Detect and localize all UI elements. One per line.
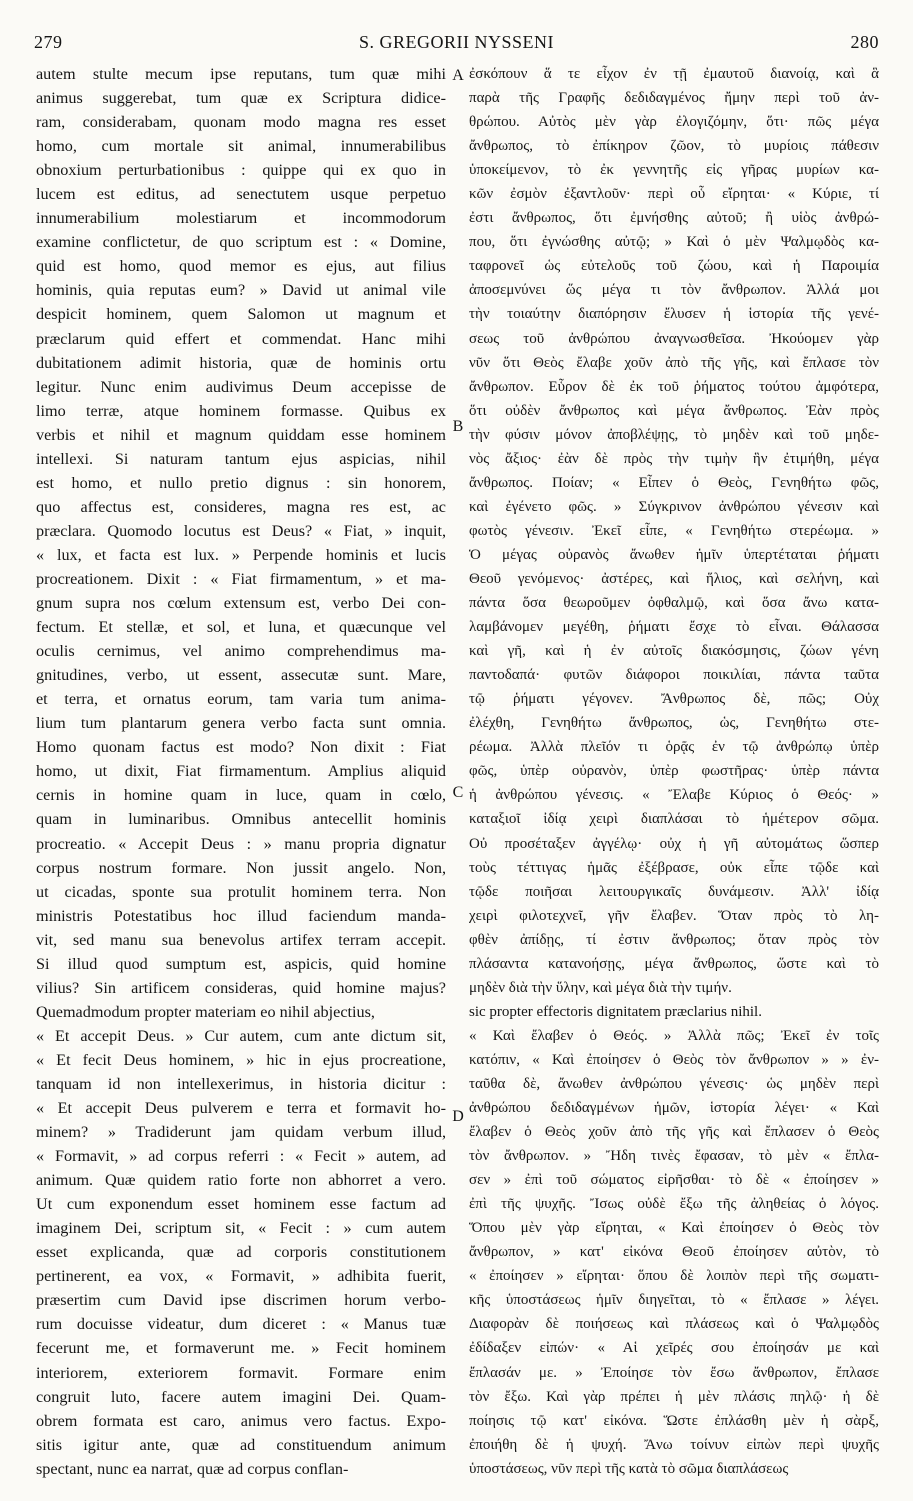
text-line: corpus nostrum formare. Non jussit angelo. Non, [36,858,446,877]
text-line: κῆς ὑποστάσεως ἡμῖν διηγεῖται, τὸ « ἔπλασε » λέγει. [469,1292,879,1309]
text-line: ram, considerabam, quonam modo magna res esset [36,113,446,132]
text-line: ut cicadas, sponte sua protulit hominem terra. Non [36,882,446,901]
text-line: limo terræ, atque hominem formasse. Quibus ex [36,401,446,420]
text-line: tanquam id non intellexerimus, in historia dicitur : [36,1074,446,1093]
text-line: σεν » ἐπὶ τοῦ σώματος εἰρῆσθαι· τὸ δὲ « ἐποίησεν » [469,1172,879,1189]
text-line: τοὺς τέττιγας ἡμᾶς ἐξέβρασε, οὐκ εἶπε τῷδε καὶ [469,859,879,876]
text-line: lucem est editus, ad senectutem usque perpetuo [36,185,446,204]
text-line: obnoxium perturbationibus : quippe qui ex quo in [36,161,446,180]
text-line: est homo, et nullo pretio dignus : sin honorem, [36,473,446,492]
text-line: φῶς, ὑπὲρ οὐρανὸν, ὑπὲρ φωστῆρας· ὑπὲρ πάντα [469,763,879,780]
text-line: Θεοῦ γενόμενος· ἀστέρες, καὶ ἥλιος, καὶ σελήνη, καὶ [469,570,879,587]
text-line: τῷδε ποιῆσαι λειτουργικαῖς δυνάμεσιν. Ἀλλ' ἰδίᾳ [469,883,879,900]
text-line: esset explicanda, quæ ad corporis constitutionem [36,1243,446,1262]
text-line: Ut cum exponendum esset hominem esse factum ad [36,1195,446,1214]
text-line: ὑποστάσεως, νῦν περὶ τῆς κατὰ τὸ σῶμα διαπλάσεως [469,1460,789,1477]
text-line: quo affectus est, consideres, magna res est, ac [36,497,446,516]
text-line: που, ὅτι ἐγνώσθης αὐτῷ; » Καὶ ὁ μὲν Ψαλμῳδὸς κα- [469,234,879,251]
greek-column [469,62,879,1481]
text-line: pertinerent, ea vox, « Formavit, » adhibita fuerit, [36,1267,446,1286]
text-line: χειρὶ φιλοτεχνεῖ, γῆν ἔλαβεν. Ὅταν πρὸς τὸ λη- [469,907,879,924]
text-line: cernis in homine quam in luce, quam in cœlo, [36,786,446,805]
text-line: rum docuisse videatur, dum diceret : « Manus tuæ [36,1315,446,1334]
text-line: imaginem Dei, scriptum sit, « Fecit : » cum autem [36,1219,446,1238]
text-line: νὸς ἄξιος· ἐὰν δὲ πρὸς τὴν τιμὴν ἣν ἐτιμήθη, μέγα [469,450,879,467]
text-line: σεως τοῦ ἀνθρώπου ἀναγνωσθεῖσα. Ἠκούομεν γὰρ [469,330,879,347]
text-line: quam in luminaribus. Omnibus antecellit hominis [36,810,446,829]
text-line: ἐλέχθη, Γενηθήτω ἄνθρωπος, ὡς, Γενηθήτω στε- [469,715,879,732]
text-line: Διαφορὰν δὲ ποιήσεως καὶ πλάσεως καὶ ὁ Ψαλμῳδὸς [469,1316,879,1333]
text-line: « Et accepit Deus. » Cur autem, cum ante dictum sit, [36,1026,446,1045]
text-line: πάντα ὅσα θεωροῦμεν ὀφθαλμῷ, καὶ ὅσα ἄνω κατα- [469,595,879,612]
running-title: S. GREGORII NYSSENI [358,32,554,52]
text-line: λαμβάνομεν μεγέθη, ῥήματι ἔσχε τὸ εἶναι. Θάλασσα [469,619,879,636]
text-line: νῦν ὅτι Θεὸς ἔλαβε χοῦν ἀπὸ τῆς γῆς, καὶ ἔπλασε τὸν [469,354,879,371]
text-line: « Formavit, » ad corpus referri : « Fecit » autem, ad [36,1147,446,1166]
text-line: ἄνθρωπος. Ποίαν; « Εἶπεν ὁ Θεὸς, Γενηθήτω φῶς, [469,474,879,491]
text-line: autem stulte mecum ipse reputans, tum quæ mihi [36,65,446,83]
text-line: interiorem, exteriorem formavit. Formare enim [36,1363,446,1382]
text-line: θρώπου. Αὐτὸς μὲν γὰρ ἐλογιζόμην, ὅτι· πῶς μέγα [469,114,879,131]
text-line: quid est homo, quod memor es ejus, aut filius [36,257,446,276]
text-line: homo, ut dixit, Fiat firmamentum. Amplius aliquid [36,762,446,781]
text-line: obrem formata est caro, animus vero factus. Expo- [36,1411,446,1430]
text-line: μηδὲν διὰ τὴν ὕλην, καὶ μέγα διὰ τὴν τιμήν. [469,979,732,996]
text-line: ταφρονεῖ ὡς εὐτελοῦς τοῦ ζώου, καὶ ἡ Παροιμία [469,258,879,275]
text-line: ἄνθρωπον, » κατ' εἰκόνα Θεοῦ ἐποίησεν αὐτὸν, τὸ [469,1244,879,1261]
text-line: præsertim cum David ipse discrimen horum verbo- [36,1291,446,1310]
text-line: despicit hominem, quem Salomon ut magnum et [36,305,446,324]
text-line: φθὲν ἀπίδῃς, τί ἐστιν ἄνθρωπος; ὅταν πρὸς τὸν [469,931,879,948]
text-line: Quemadmodum propter materiam eo nihil abjectius, [36,1002,375,1021]
text-line: « ἐποίησεν » εἴρηται· ὅπου δὲ λοιπὸν περὶ τῆς σωματι- [469,1268,879,1285]
text-line: sic propter effectoris dignitatem præclarius nihil. [469,1003,762,1020]
text-line: ἀποσεμνύνει ὥς μέγα τι τὸν ἄνθρωπον. Ἀλλά μοι [469,282,879,299]
text-line: ἔλαβεν ὁ Θεὸς χοῦν ἀπὸ τῆς γῆς καὶ ἔπλασεν ὁ Θεὸς [469,1124,879,1141]
section-marker-b: B [452,418,464,435]
text-line: καταξιοῖ ἰδίᾳ χειρὶ διαπλάσαι τὸ ἡμέτερον σῶμα. [469,811,879,828]
text-line: Homo quonam factus est modo? Non dixit : Fiat [36,738,446,757]
text-line: κῶν ἐσμὸν ἐξαντλοῦν· περὶ οὗ εἴρηται· « Κύριε, τί [469,186,879,203]
text-line: Οὐ προσέταξεν ἀγγέλῳ· οὐχ ἡ γῆ αὐτομάτως ὥσπερ [469,835,879,852]
text-line: legitur. Nunc enim audivimus Deum accepisse de [36,377,446,396]
text-line: procreatio. « Accepit Deus : » manu propria dignatur [36,834,446,853]
text-line: gnum supra nos cœlum extensum est, verbo Dei con- [36,594,446,613]
section-marker-d: D [452,1108,464,1125]
page-number-left: 279 [34,32,63,52]
text-line: τῷ ῥήματι γέγονεν. Ἄνθρωπος δὲ, πῶς; Οὐχ [469,691,879,708]
text-line: sitis igitur ante, quæ ad constituendum animum [36,1435,446,1454]
text-line: minem? » Tradiderunt jam quidam verbum illud, [36,1123,446,1142]
text-line: vilius? Sin artificem consideras, quid homine majus? [36,978,446,997]
text-line: ministris Potestatibus hoc illud faciendum manda- [36,906,446,925]
text-line: ρέωμα. Ἀλλὰ πλεῖόν τι ὁρᾷς ἐν τῷ ἀνθρώπῳ ὑπὲρ [469,739,879,756]
latin-column [36,62,446,1481]
text-line: oculis cernimus, vel animo comprehendimus ma- [36,642,446,661]
text-line: gnitudines, verbo, ut essent, assecutæ sunt. Mare, [36,666,446,685]
text-line: καὶ γῆ, καὶ ἡ ἐν αὐτοῖς διακόσμησις, ζώων γένη [469,643,879,660]
text-line: præclarum quid effert et commendat. Hanc mihi [36,329,446,348]
text-line: lium tum plantarum genera verbo facta sunt omnia. [36,714,446,733]
text-line: verbis et nihil et magnum quiddam esse hominem [36,425,446,444]
text-line: τὸν ἄνθρωπον. » Ἤδη τινὲς ἔφασαν, τὸ μὲν « ἔπλα- [469,1148,879,1165]
text-line: dubitationem adimit historia, quæ de hominis ortu [36,353,446,372]
text-line: fectum. Et stellæ, et sol, et luna, et quæcunque vel [36,618,446,637]
text-line: animum. Quæ quidem ratio forte non abhorret a vero. [36,1171,446,1190]
text-line: ἐδίδαξεν εἰπών· « Αἱ χεῖρές σου ἐποίησάν με καὶ [469,1340,879,1357]
text-line: innumerabilium molestiarum et incommodorum [36,209,446,228]
text-line: ἀνθρώπου δεδιδαγμένων ἡμῶν, ἱστορία λέγει· « Καὶ [469,1100,879,1117]
text-line: homo, cum mortale sit animal, innumerabilibus [36,137,446,156]
text-line: præclara. Quomodo locutus est Deus? « Fiat, » inquit, [36,521,446,540]
section-marker-c: C [452,784,464,801]
text-line: ἐστι ἄνθρωπος, ὅτι ἐμνήσθης αὐτοῦ; ἢ υἱὸς ἀνθρώ- [469,210,879,227]
text-line: Si illud quod sumptum est, aspicis, quid homine [36,954,446,973]
text-line: « Et accepit Deus pulverem e terra et formavit ho- [36,1099,446,1118]
text-line: ποίησις τῷ κατ' εἰκόνα. Ὥστε ἐπλάσθη μὲν ἡ σὰρξ, [469,1412,879,1429]
running-header [34,32,879,56]
text-line: vit, sed manu sua benevolus artifex terram accepit. [36,930,446,949]
text-line: spectant, nunc ea narrat, quæ ad corpus conflan- [36,1459,349,1478]
text-line: ἐπὶ τῆς ψυχῆς. Ἴσως οὐδὲ ἔξω τῆς ἀληθείας ὁ λόγος. [469,1196,879,1213]
text-line: ἄνθρωπος, τὸ ἐπίκηρον ζῶον, τὸ μυρίοις πάθεσιν [469,138,879,155]
text-line: παρὰ τῆς Γραφῆς δεδιδαγμένος ἤμην περὶ τοῦ ἀν- [469,90,879,107]
text-line: ὑποκείμενον, τὸ ἐκ γεννητῆς εἰς γῆρας μυρίων κα- [469,162,879,179]
text-line: « Καὶ ἔλαβεν ὁ Θεός. » Ἀλλὰ πῶς; Ἐκεῖ ἐν τοῖς [469,1027,879,1044]
text-line: ἐσκόπουν ἅ τε εἶχον ἐν τῇ ἐμαυτοῦ διανοίᾳ, καὶ ἃ [469,66,879,82]
text-line: κατόπιν, « Καὶ ἐποίησεν ὁ Θεὸς τὸν ἄνθρωπον » » ἐν- [469,1051,879,1068]
section-marker-a: A [452,67,464,84]
text-line: Ὅπου μὲν γὰρ εἴρηται, « Καὶ ἐποίησεν ὁ Θεὸς τὸν [469,1220,879,1237]
text-line: καὶ ἐγένετο φῶς. » Σύγκρινον ἀνθρώπου γένεσιν καὶ [469,498,879,515]
text-line: examine conflictetur, de quo scriptum est : « Domine, [36,233,446,252]
page-number-right: 280 [850,32,879,52]
text-line: ταῦθα δὲ, ἄνωθεν ἀνθρώπου γένεσις· ὡς μηδὲν περὶ [469,1075,879,1092]
text-line: Ὁ μέγας οὐρανὸς ἄνωθεν ἡμῖν ὑπερτέταται ῥήματι [469,546,879,563]
text-line: hominis, quia reputas eum? » David ut animal vile [36,281,446,300]
text-line: φωτὸς γένεσιν. Ἐκεῖ εἶπε, « Γενηθήτω στερέωμα. » [469,522,879,539]
text-line: intellexi. Si naturam tantum ejus aspicias, nihil [36,449,446,468]
text-line: ἡ ἀνθρώπου γένεσις. « Ἔλαβε Κύριος ὁ Θεός· » [469,787,879,804]
text-line: πλάσαντα κατανοήσῃς, μέγα ἄνθρωπος, ὥστε καὶ τὸ [469,955,879,972]
text-line: τὴν φύσιν μόνον ἀποβλέψῃς, τὸ μηδὲν καὶ τοῦ μηδε- [469,426,879,443]
text-line: animus suggerebat, tum quæ ex Scriptura didice- [36,89,446,108]
text-line: ἐποιήθη δὲ ἡ ψυχή. Ἄνω τοίνυν εἰπὼν περὶ ψυχῆς [469,1436,879,1453]
text-line: ἄνθρωπον. Εὗρον δὲ ἐκ τοῦ ῥήματος τούτου ἀμφότερα, [469,378,879,395]
text-line: procreationem. Dixit : « Fiat firmamentum, » et ma- [36,569,446,588]
text-line: τὴν τοιαύτην διαπόρησιν ἔλυσεν ἡ ἱστορία τῆς γενέ- [469,306,879,323]
text-line: ὅτι οὐδὲν ἄνθρωπος καὶ μέγα ἄνθρωπος. Ἐὰν πρὸς [469,402,879,419]
text-line: τὸν ἔξω. Καὶ γὰρ πρέπει ἡ μὲν πλάσις πηλῷ· ἡ δὲ [469,1388,879,1405]
text-line: « lux, et facta est lux. » Perpende hominis et lucis [36,545,446,564]
text-line: παντοδαπά· φυτῶν διάφοροι ποικιλίαι, πάντα ταῦτα [469,667,879,684]
text-line: ἔπλασάν με. » Ἐποίησε τὸν ἔσω ἄνθρωπον, ἔπλασε [469,1364,879,1381]
text-line: congruit luto, facere autem imagini Dei. Quam- [36,1387,446,1406]
text-line: et terra, et ornatus eorum, tam varia tum anima- [36,690,446,709]
text-line: « Et fecit Deus hominem, » hic in ejus procreatione, [36,1050,446,1069]
text-line: fecerunt me, et formaverunt me. » Fecit hominem [36,1339,446,1358]
